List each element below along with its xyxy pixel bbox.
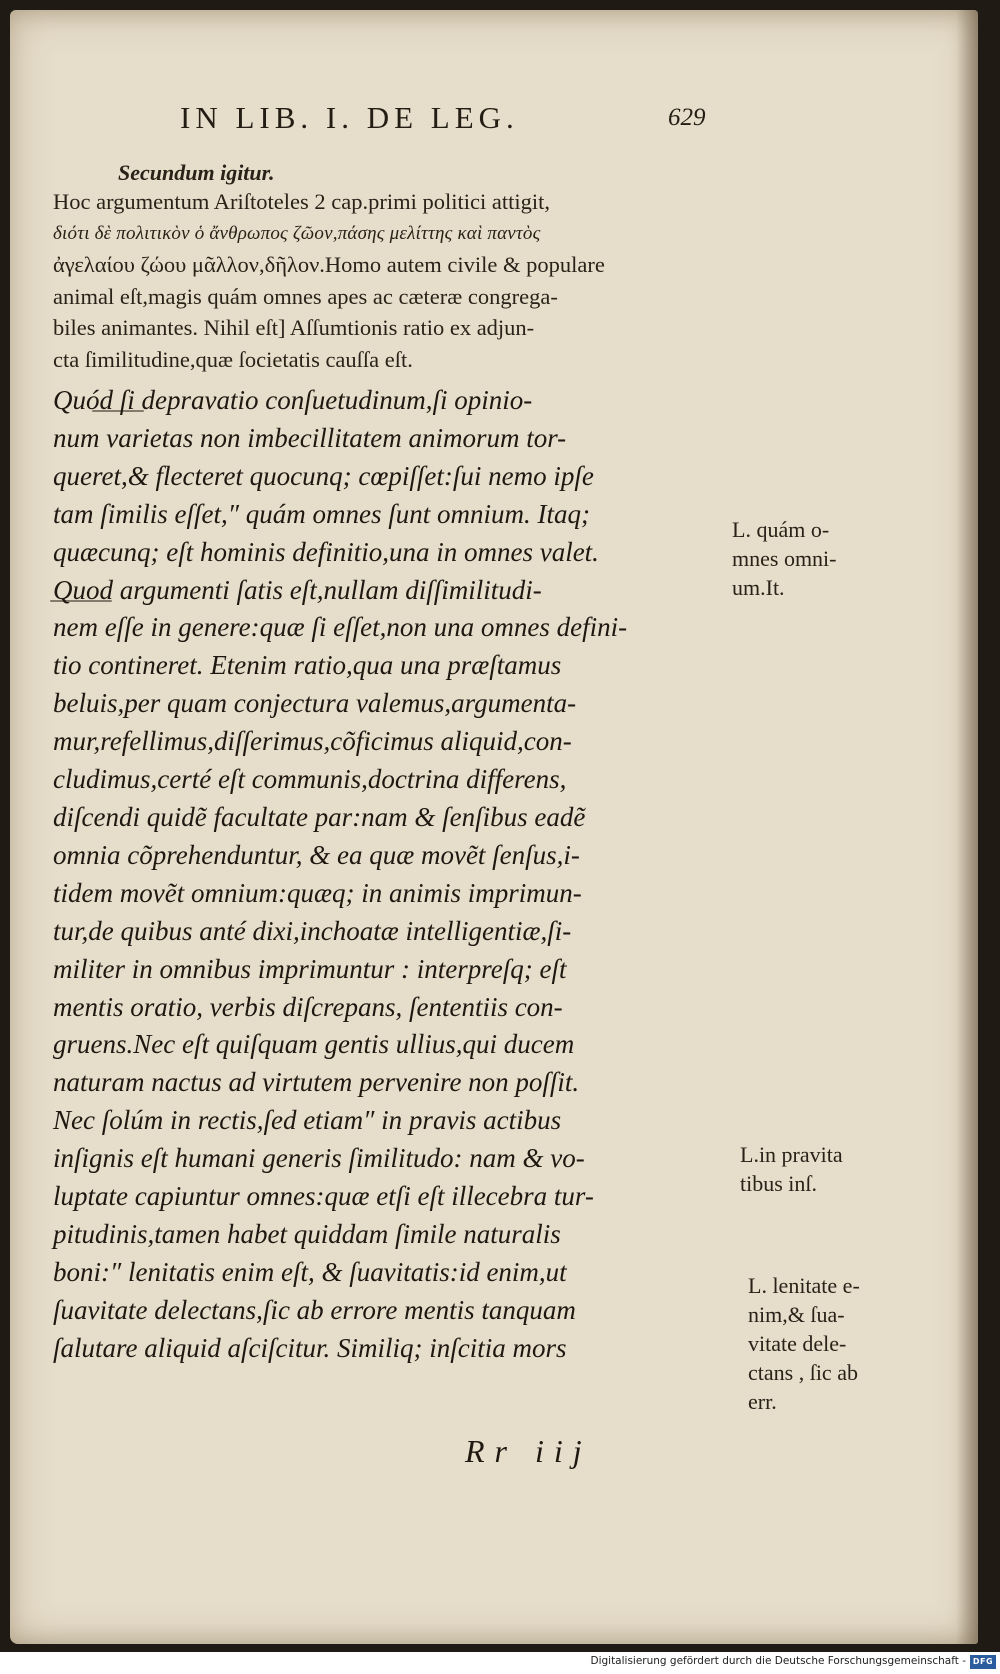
main-text-line: gruens.Nec eſt quiſquam gentis ullius,qui ducem [53,1029,575,1060]
margin-note [732,515,837,602]
margin-note-line: L. lenitate e- [748,1273,860,1298]
main-text-line: mur,refellimus,diſſerimus,cõficimus aliquid,con- [53,726,572,757]
main-text-line: quæcunq; eſt hominis definitio,una in omnes valet. [53,536,599,567]
main-text-line: ſuavitate delectans,ſic ab errore mentis tanquam [53,1294,576,1325]
main-text-line: Quod argumenti ſatis eſt,nullam diſſimilitudi- [53,574,542,605]
commentary-line: cta ſimilitudine,quæ ſocietatis cauſſa eſt. [53,346,413,372]
main-text-block [53,382,743,1368]
commentary-line: animal eſt,magis quám omnes apes ac cæteræ congrega- [53,283,558,309]
margin-note [748,1271,860,1416]
main-text-line: Nec ſolúm in rectis,ſed etiam″ in pravis actibus [53,1105,562,1136]
margin-note-line: err. [748,1389,777,1414]
margin-note-line: mnes omni- [732,546,837,571]
main-text-line: naturam nactus ad virtutem pervenire non poſſit. [53,1067,580,1098]
margin-note-line: nim,& ſua- [748,1302,845,1327]
margin-note-line: tibus inſ. [740,1171,818,1196]
main-text-line: boni:″ lenitatis enim eſt, & ſuavitatis:id enim,ut [53,1256,567,1287]
commentary-line: biles animantes. Nihil eſt] Aſſumtionis ratio ex adjun- [53,315,535,340]
main-text-line: omnia cõprehenduntur, & ea quæ movẽt ſenſus,i- [53,839,580,870]
main-text-line: queret,& flecteret quocunq; cœpiſſet:ſui nemo ipſe [53,460,594,491]
main-text-line: tio contineret. Etenim ratio,qua una præſtamus [53,650,562,681]
main-text-line: diſcendi quidẽ facultate par:nam & ſenſibus eadẽ [53,801,586,832]
main-text-line: inſignis eſt humani generis ſimilitudo: nam & vo- [53,1143,585,1174]
commentary-line: ἀγελαίου ζώου μᾶλλον,δῆλον.Homo autem civile & populare [53,252,605,277]
main-text-line: pitudinis,tamen habet quiddam ſimile naturalis [53,1218,561,1249]
running-head: IN LIB. I. DE LEG. [180,100,519,135]
main-text-line: luptate capiuntur omnes:quæ etſi eſt illecebra tur- [53,1181,594,1212]
margin-note-line: ctans , ſic ab [748,1360,858,1385]
margin-note [740,1140,843,1198]
signature-mark: Rr iij [465,1433,592,1469]
commentary-line: Hoc argumentum Ariſtoteles 2 cap.primi politici attigit, [53,189,550,214]
main-text-line: tur,de quibus anté dixi,inchoatæ intelligentiæ,ſi- [53,915,572,946]
main-text-line: militer in omnibus imprimuntur : interpreſq; eſt [53,953,567,984]
main-text-line: beluis,per quam conjectura valemus,argumenta- [53,688,577,719]
margin-note-line: L. quám o- [732,517,830,542]
sub-heading: Secundum igitur. [118,160,275,185]
margin-note-line: vitate dele- [748,1331,847,1356]
main-text-line: num varietas non imbecillitatem animorum tor- [53,422,567,453]
main-text-line: Quód ſi depravatio conſuetudinum,ſi opinio- [53,385,533,415]
main-text-line: nem eſſe in genere:quæ ſi eſſet,non una omnes defini- [53,612,628,643]
main-text-line: cludimus,certé eſt communis,doctrina differens, [53,764,567,795]
main-text-line: tam ſimilis eſſet,″ quám omnes ſunt omnium. Itaq; [53,498,590,529]
page-number: 629 [668,104,706,131]
page-edge-shadow [956,10,978,1644]
margin-note-line: L.in pravita [740,1142,843,1167]
funding-credit: Digitalisierung gefördert durch die Deutsche Forschungsgemeinschaft - [590,1655,966,1667]
main-text-line: mentis oratio, verbis diſcrepans, ſententiis con- [53,991,563,1022]
dfg-logo: DFG [970,1655,996,1669]
greek-line: διότι δὲ πολιτικὸν ὁ ἄνθρωπος ζῶον,πάσης μελίττης καὶ παντὸς [53,222,541,244]
main-text-line: ſalutare aliquid aſciſcitur. Similiq; inſcitia mors [53,1332,567,1363]
main-text-line: tidem movẽt omnium:quæq; in animis imprimun- [53,877,582,908]
margin-note-line: um.It. [732,575,785,600]
commentary-block [53,186,733,375]
